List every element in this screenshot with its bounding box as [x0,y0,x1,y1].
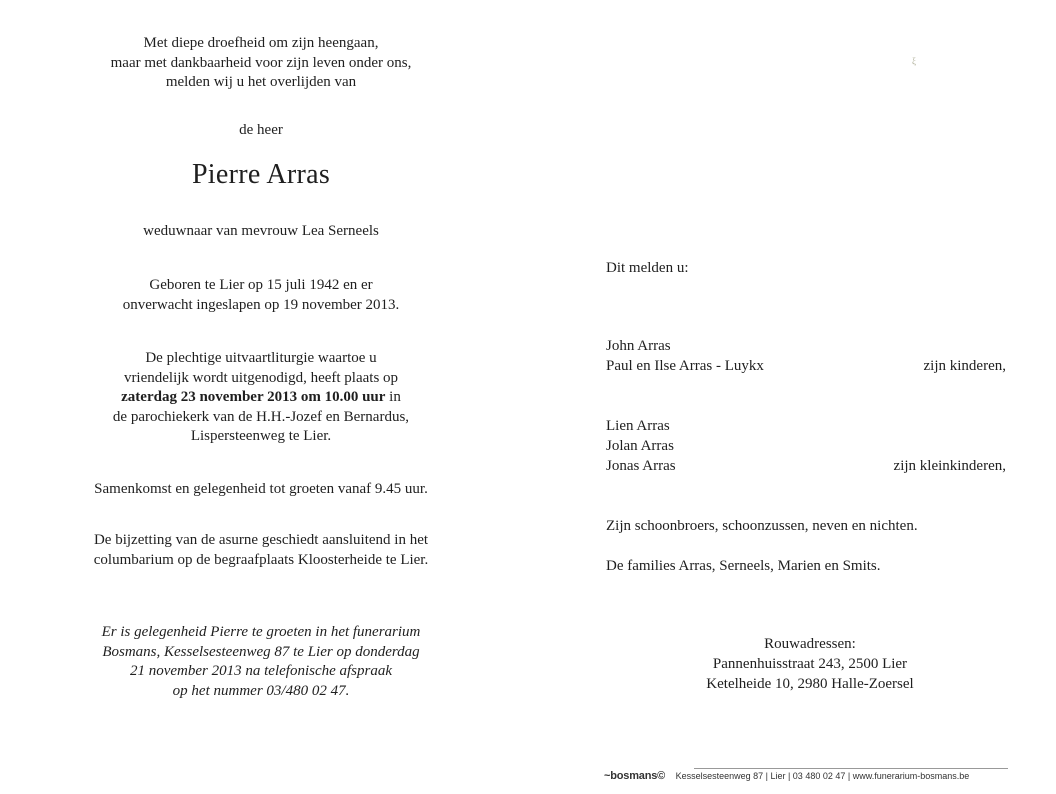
address-title: Rouwadressen: [764,636,856,652]
child-row [606,356,1006,376]
families-line: De families Arras, Serneels, Marien en Smits. [606,558,881,574]
grandchild-name: Jonas Arras [606,458,676,474]
liturgy-in: in [385,389,401,405]
liturgy-text [30,349,492,447]
child-name: John Arras [606,338,671,354]
children-label: zijn kinderen, [923,358,1006,374]
in-laws-line: Zijn schoonbroers, schoonzussen, neven en nichten. [606,518,918,534]
grandchildren-label: zijn kleinkinderen, [893,458,1006,474]
intro-line: melden wij u het overlijden van [165,74,357,90]
deceased-name: Pierre Arras [191,159,331,190]
gathering-line: Samenkomst en gelegenheid tot groeten vanaf 9.45 uur. [94,481,428,497]
announce-line: Dit melden u: [606,260,689,276]
funeral-home-footer [604,770,1014,782]
burial-line: De bijzetting van de asurne geschiedt aansluitend in het [93,532,429,548]
widow-line: weduwnaar van mevrouw Lea Serneels [143,223,379,239]
grandchild-row [606,456,1006,476]
logo-mark: © [657,770,666,782]
intro-text [30,34,492,93]
mourning-addresses [690,634,930,694]
liturgy-church: de parochiekerk van de H.H.-Jozef en Bernardus, [112,408,410,425]
title-de-heer: de heer [239,122,283,138]
burial-line: columbarium op de begraafplaats Kloosterheide te Lier. [93,551,429,568]
visit-line: 21 november 2013 na telefonische afspraak [129,663,393,679]
burial-text [30,531,492,570]
liturgy-date: zaterdag 23 november 2013 om 10.00 uur [121,389,386,405]
visit-line: Bosmans, Kesselsesteenweg 87 te Lier op donderdag [102,643,420,660]
grandchild-name: Jolan Arras [606,438,674,454]
visit-line: Er is gelegenheid Pierre te groeten in het funerarium [101,624,421,640]
liturgy-date-line [30,388,492,408]
death-line: onverwacht ingeslapen op 19 november 2013. [122,296,400,313]
visit-line: op het nummer 03/480 02 47. [172,682,350,699]
birth-death-text [30,276,492,315]
intro-line: Met diepe droefheid om zijn heengaan, [143,35,379,51]
visit-text [30,623,492,701]
logo-swirl-icon: ~ [604,770,611,782]
liturgy-street: Lispersteenweg te Lier. [190,428,332,444]
liturgy-line: De plechtige uitvaartliturgie waartoe u [145,350,377,366]
grandchild-name: Lien Arras [606,418,670,434]
child-name: Paul en Ilse Arras - Luykx [606,358,764,374]
bosmans-logo: ~bosmans© [604,770,666,782]
intro-line: maar met dankbaarheid voor zijn leven onder ons, [110,54,412,71]
footer-divider [694,768,1008,769]
address-line: Pannenhuisstraat 243, 2500 Lier [712,656,908,672]
address-line: Ketelheide 10, 2980 Halle-Zoersel [706,676,914,692]
paper-speck-icon: ξ [912,56,917,66]
footer-info: Kesselsesteenweg 87 | Lier | 03 480 02 47 | www.funerarium-bosmans.be [675,771,970,781]
liturgy-line: vriendelijk wordt uitgenodigd, heeft plaats op [123,369,399,386]
birth-line: Geboren te Lier op 15 juli 1942 en er [149,277,373,293]
